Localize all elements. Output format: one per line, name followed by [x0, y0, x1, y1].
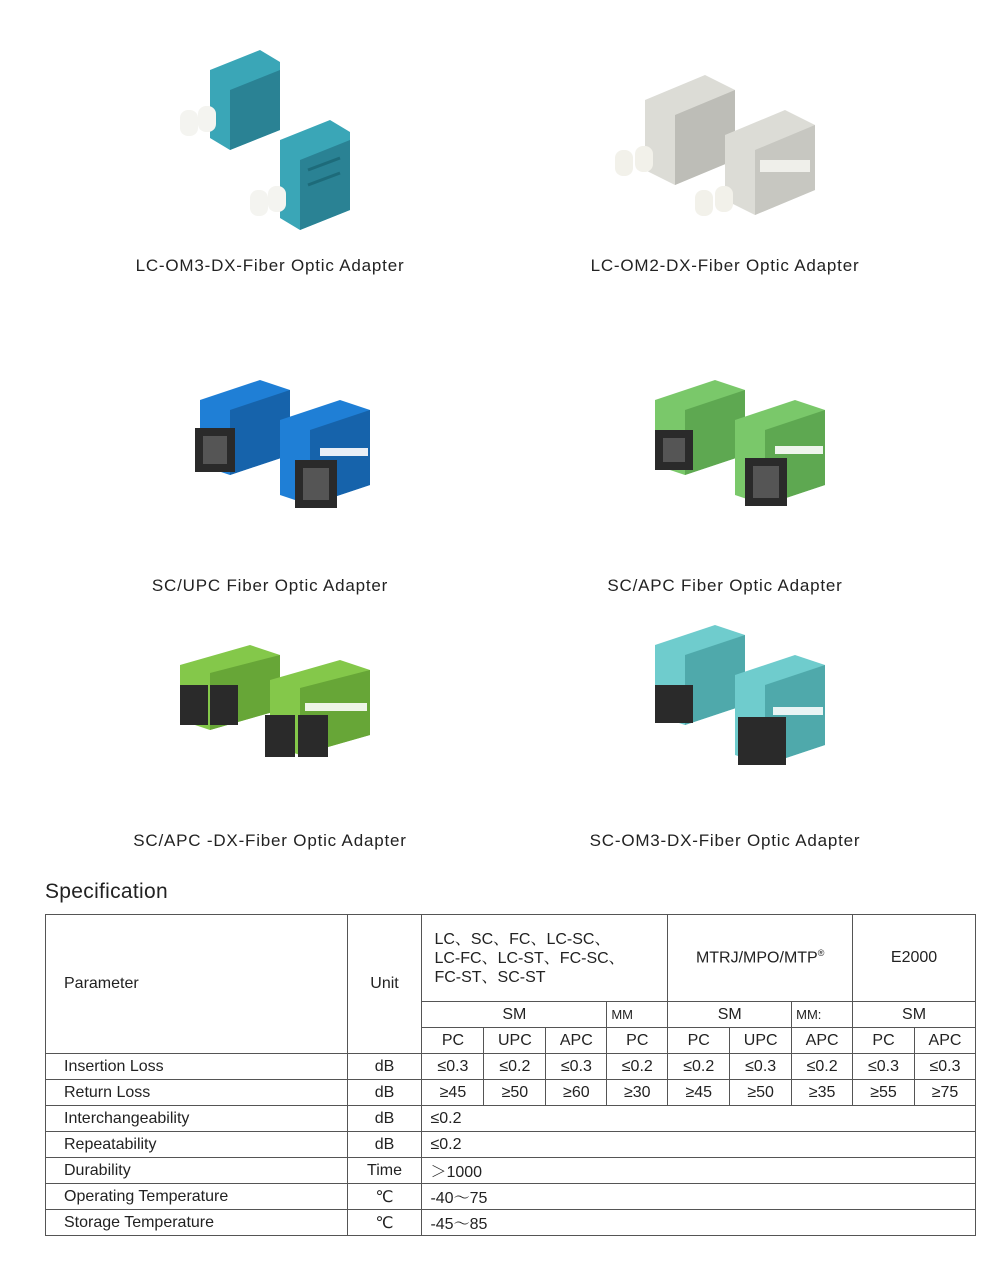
unit-cell: ℃: [347, 1210, 422, 1236]
unit-cell: dB: [347, 1106, 422, 1132]
product-caption: LC-OM3-DX-Fiber Optic Adapter: [135, 256, 405, 275]
product-card-lc-om3: [60, 40, 480, 276]
product-image: [595, 360, 855, 570]
value-cell: ≤0.3: [914, 1054, 975, 1080]
sm-header: SM: [422, 1002, 607, 1028]
product-caption: SC/APC Fiber Optic Adapter: [607, 576, 843, 595]
value-cell: ≥30: [607, 1080, 668, 1106]
value-cell: ≤0.2: [607, 1054, 668, 1080]
value-cell: ≥55: [853, 1080, 915, 1106]
sub-header: APC: [792, 1028, 853, 1054]
connector-group-header: [422, 915, 668, 1002]
sub-header: APC: [914, 1028, 975, 1054]
product-card-sc-apc-dx: [60, 615, 480, 851]
value-cell: ≥45: [668, 1080, 730, 1106]
param-cell: Insertion Loss: [46, 1054, 348, 1080]
product-image: [140, 615, 400, 825]
product-caption: SC/UPC Fiber Optic Adapter: [151, 576, 389, 595]
table-row: [46, 1054, 976, 1080]
connector-group-line: LC-FC、LC-ST、FC-SC、: [434, 949, 625, 967]
sc-adapter-shape: [655, 380, 825, 506]
sub-header: APC: [546, 1028, 607, 1054]
value-cell: ≥50: [730, 1080, 792, 1106]
value-cell: ≤0.3: [422, 1054, 484, 1080]
product-image: [140, 360, 400, 570]
sub-header: PC: [607, 1028, 668, 1054]
unit-cell: dB: [347, 1080, 422, 1106]
mm-header: MM: [607, 1002, 668, 1028]
value-cell: ≥35: [792, 1080, 853, 1106]
e2000-group-header: E2000: [853, 915, 976, 1002]
value-cell: ≥60: [546, 1080, 607, 1106]
param-cell: Storage Temperature: [46, 1210, 348, 1236]
product-card-lc-om2: [515, 40, 935, 276]
unit-cell: dB: [347, 1054, 422, 1080]
parameter-header: Parameter: [46, 915, 348, 1054]
registered-mark: ®: [817, 948, 825, 959]
unit-cell: dB: [347, 1132, 422, 1158]
connector-group-line: FC-ST、SC-ST: [434, 968, 546, 986]
table-row: [46, 1158, 976, 1184]
table-row: [46, 1184, 976, 1210]
value-cell: -45～85: [422, 1210, 976, 1236]
param-cell: Durability: [46, 1158, 348, 1184]
lc-adapter-shape: [180, 50, 350, 230]
product-card-sc-apc: [515, 360, 935, 596]
unit-header: Unit: [347, 915, 422, 1054]
table-row: [46, 1106, 976, 1132]
mm-header: MM:: [792, 1002, 853, 1028]
table-row: [46, 1080, 976, 1106]
value-cell: ≤0.3: [853, 1054, 915, 1080]
product-caption: LC-OM2-DX-Fiber Optic Adapter: [590, 256, 860, 275]
param-cell: Interchangeability: [46, 1106, 348, 1132]
param-cell: Return Loss: [46, 1080, 348, 1106]
value-cell: -40～75: [422, 1184, 976, 1210]
sub-header: PC: [668, 1028, 730, 1054]
value-cell: ≤0.2: [668, 1054, 730, 1080]
value-cell: ≥45: [422, 1080, 484, 1106]
product-card-sc-om3-dx: [515, 615, 935, 851]
sub-header: UPC: [484, 1028, 546, 1054]
sc-adapter-shape: [655, 625, 825, 765]
unit-cell: Time: [347, 1158, 422, 1184]
product-image: [595, 40, 855, 250]
sub-header: PC: [853, 1028, 915, 1054]
product-image: [140, 40, 400, 250]
param-cell: Repeatability: [46, 1132, 348, 1158]
table-row: [46, 1132, 976, 1158]
connector-group-line: LC、SC、FC、LC-SC、: [434, 930, 611, 948]
value-cell: ≥75: [914, 1080, 975, 1106]
sub-header: PC: [422, 1028, 484, 1054]
param-cell: Operating Temperature: [46, 1184, 348, 1210]
sc-duplex-adapter-shape: [180, 645, 370, 757]
spec-table: [45, 914, 976, 1236]
unit-cell: ℃: [347, 1184, 422, 1210]
value-cell: ≤0.2: [792, 1054, 853, 1080]
product-caption: SC/APC -DX-Fiber Optic Adapter: [133, 831, 407, 850]
mtp-group-header: [668, 915, 853, 1002]
value-cell: ≤0.2: [422, 1106, 976, 1132]
sub-header: UPC: [730, 1028, 792, 1054]
value-cell: ≤0.2: [422, 1132, 976, 1158]
product-image: [595, 615, 855, 825]
sc-adapter-shape: [195, 380, 370, 508]
value-cell: ≤0.2: [484, 1054, 546, 1080]
value-cell: ≤0.3: [546, 1054, 607, 1080]
lc-adapter-shape: [615, 75, 815, 216]
sm-header: SM: [853, 1002, 976, 1028]
product-caption: SC-OM3-DX-Fiber Optic Adapter: [589, 831, 861, 850]
product-card-sc-upc: [60, 360, 480, 596]
value-cell: ＞1000: [422, 1158, 976, 1184]
sm-header: SM: [668, 1002, 792, 1028]
value-cell: ≥50: [484, 1080, 546, 1106]
value-cell: ≤0.3: [730, 1054, 792, 1080]
mtp-group-label: MTRJ/MPO/MTP: [695, 949, 818, 967]
table-row: [46, 1210, 976, 1236]
spec-title: Specification: [45, 880, 168, 903]
